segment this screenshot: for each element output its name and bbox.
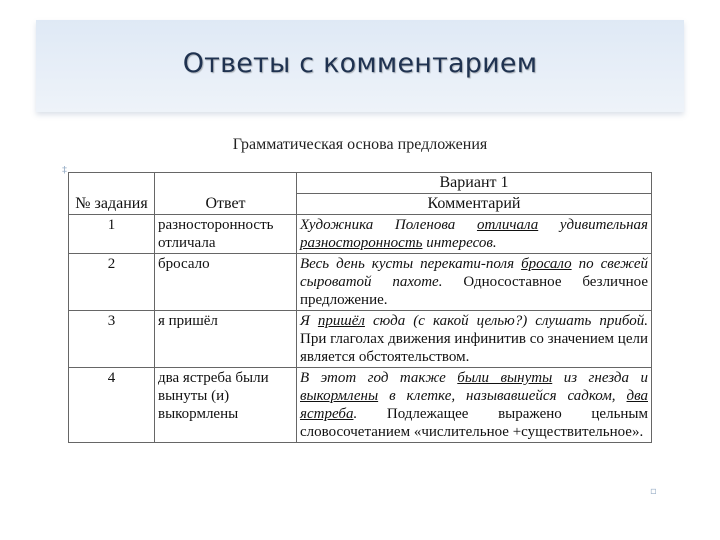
table-anchor-marker: ‡: [62, 165, 67, 176]
comment-fragment: Я: [300, 313, 318, 329]
table-row: [69, 311, 652, 368]
grammar-base-fragment: отличала: [476, 217, 539, 233]
column-header-number: № задания: [69, 194, 155, 215]
header-row: [69, 194, 652, 215]
variant-label: Вариант 1: [297, 173, 652, 194]
answer-cell: я пришёл: [155, 311, 297, 368]
task-number: 3: [69, 311, 155, 368]
comment-cell: [297, 254, 652, 311]
grammar-base-fragment: пришёл: [317, 313, 365, 329]
comment-fragment: В этот год также: [300, 370, 458, 386]
task-number: 2: [69, 254, 155, 311]
comment-fragment: в клетке, называвшейся садком,: [378, 388, 627, 404]
grammar-base-fragment: разносторонность: [300, 235, 423, 251]
comment-fragment: интересов.: [422, 235, 497, 251]
grammar-base-fragment: два ястреба: [300, 388, 648, 422]
header-blank-cell: [69, 173, 155, 194]
variant-row: [69, 173, 652, 194]
comment-fragment: Весь день кусты перекати-поля: [300, 256, 522, 272]
grammar-base-fragment: бросало: [521, 256, 572, 272]
answer-cell: два ястреба были вынуты (и) выкормлены: [155, 368, 297, 443]
comment-fragment: из гнезда и: [552, 370, 648, 386]
header-blank-cell: [155, 173, 297, 194]
answer-cell: бросало: [155, 254, 297, 311]
slide-title: Ответы с комментарием: [182, 48, 538, 79]
grammar-base-fragment: выкормлены: [300, 388, 379, 404]
column-header-answer: Ответ: [155, 194, 297, 215]
table-end-marker: ▫: [650, 486, 657, 497]
comment-fragment: Художника Поленова: [300, 217, 477, 233]
task-number: 1: [69, 215, 155, 254]
comment-fragment: по свежей сыроватой пахоте.: [300, 256, 648, 290]
comment-cell: [297, 368, 652, 443]
table-row: [69, 254, 652, 311]
table-row: [69, 368, 652, 443]
answer-cell: разносторонность отличала: [155, 215, 297, 254]
comment-fragment: удивительная: [538, 217, 648, 233]
comment-fragment: Подлежащее выражено цельным словосочетанием «числительное +существительное».: [300, 406, 649, 440]
comment-cell: [297, 311, 652, 368]
comment-fragment: Односоставное безличное предложение.: [300, 274, 648, 308]
comment-cell: [297, 215, 652, 254]
comment-fragment: .: [353, 406, 387, 422]
answers-table: [68, 172, 652, 443]
comment-fragment: сюда (с какой целью?) слушать прибой.: [364, 313, 648, 329]
task-number: 4: [69, 368, 155, 443]
document-heading: Грамматическая основа предложения: [232, 136, 488, 153]
comment-fragment: При глаголах движения инфинитив со значением цели является обстоятельством.: [300, 331, 648, 365]
table-row: [69, 215, 652, 254]
grammar-base-fragment: были вынуты: [457, 370, 553, 386]
column-header-comment: Комментарий: [297, 194, 652, 215]
